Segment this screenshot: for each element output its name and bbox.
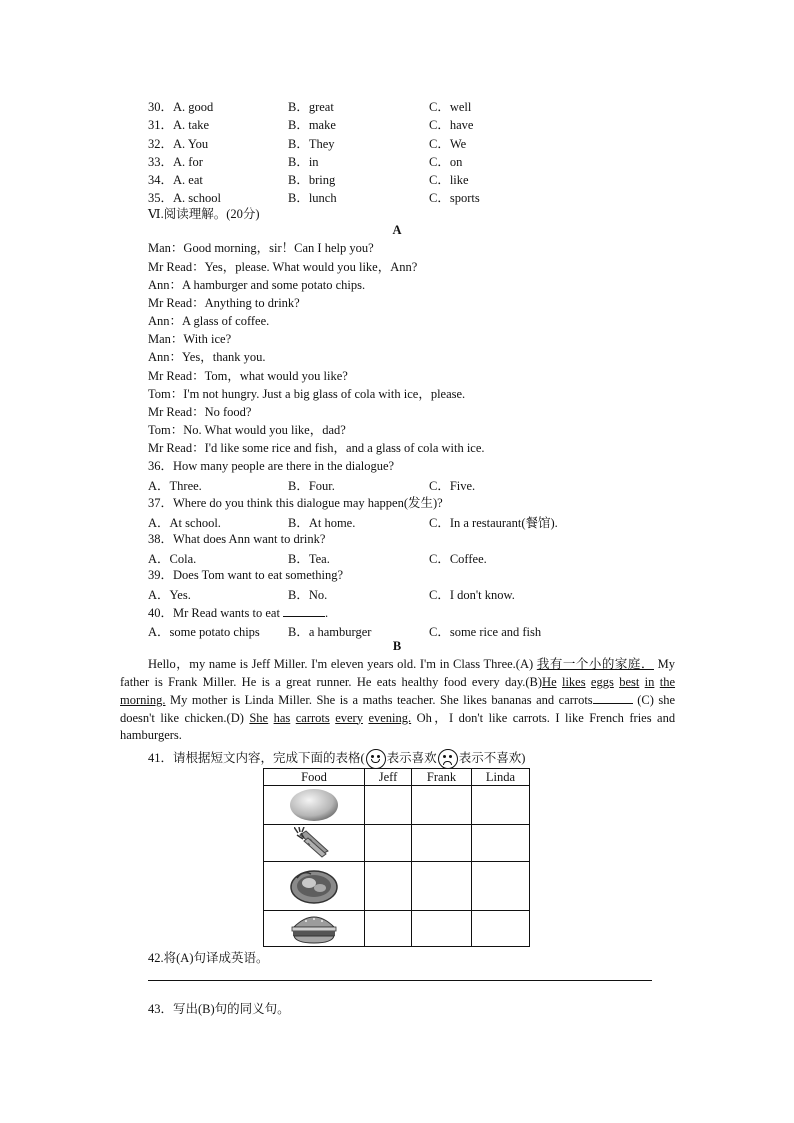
food-preference-table (263, 768, 530, 947)
option-33-a: 33．A. for (148, 155, 203, 169)
q41-prefix: 41．请根据短文内容，完成下面的表格( (148, 751, 365, 765)
passage-b-sentence-4: (C) she doesn't like chicken.(D) (120, 693, 676, 725)
dialogue-line: Tom：I'm not hungry. Just a big glass of cola with ice，please. (148, 387, 466, 401)
question-40 (148, 604, 328, 621)
passage-b-sentence-3: My mother is Linda Miller. She is a maths teacher. She likes bananas and carrots (170, 693, 593, 707)
passage-b-text (120, 656, 675, 745)
question-38: 38．What does Ann want to drink? (148, 532, 326, 546)
q36-option-b: B．Four. (288, 479, 335, 493)
q38-option-b: B．Tea. (288, 552, 330, 566)
q40-suffix: . (325, 606, 329, 620)
linda-egg-cell[interactable] (472, 786, 530, 825)
sentence-d-word: She (249, 710, 269, 725)
frank-carrot-cell[interactable] (412, 825, 472, 862)
option-34-a: 34．A. eat (148, 173, 203, 187)
linda-hamburger-cell[interactable] (472, 911, 530, 947)
option-35-c: C．sports (429, 191, 480, 205)
q40-option-b: B．a hamburger (288, 625, 372, 639)
dialogue-line: Mr Read：No food? (148, 405, 252, 419)
q40-prefix: 40．Mr Read wants to eat (148, 606, 280, 620)
q41-dislike-text: 表示不喜欢) (458, 751, 526, 765)
linda-chicken-cell[interactable] (472, 862, 530, 911)
q37-option-c: C．In a restaurant(餐馆). (429, 516, 558, 530)
table-header-row (264, 769, 530, 786)
dialogue-line: Ann：A glass of coffee. (148, 314, 270, 328)
smiley-face-icon (366, 749, 386, 769)
sentence-b-word: the (659, 674, 676, 689)
sentence-b-word: in (644, 674, 655, 689)
header-frank: Frank (412, 769, 472, 786)
option-33-b: B．in (288, 155, 319, 169)
sentence-b-word: morning. (120, 693, 166, 707)
dialogue-line: Mr Read：Anything to drink? (148, 296, 300, 310)
option-31-b: B．make (288, 118, 336, 132)
dialogue-line: Mr Read：Tom，what would you like? (148, 369, 348, 383)
linda-carrot-cell[interactable] (472, 825, 530, 862)
frank-chicken-cell[interactable] (412, 862, 472, 911)
q41-like-text: 表示喜欢 (386, 751, 437, 765)
hamburger-image (264, 911, 365, 947)
passage-b-sentence-5: Oh，I don't like carrots. I like French fries and hamburgers. (120, 710, 676, 742)
dialogue-line: Ann：Yes，thank you. (148, 350, 266, 364)
frank-egg-cell[interactable] (412, 786, 472, 825)
dialogue-line: Ann：A hamburger and some potato chips. (148, 278, 366, 292)
jeff-chicken-cell[interactable] (365, 862, 412, 911)
jeff-hamburger-cell[interactable] (365, 911, 412, 947)
option-32-c: C．We (429, 137, 467, 151)
sentence-b-word: likes (561, 674, 586, 689)
table-row (264, 786, 530, 825)
q38-option-c: C．Coffee. (429, 552, 487, 566)
sentence-d-word: every (335, 710, 363, 725)
passage-b-sentence-1: Hello，my name is Jeff Miller. I'm eleven years old. I'm in Class Three.(A) (148, 657, 534, 671)
question-37: 37．Where do you think this dialogue may happen(发生)? (148, 496, 443, 510)
q37-option-a: A．At school. (148, 516, 221, 530)
q42-answer-line[interactable] (148, 980, 652, 981)
blank-c[interactable] (593, 691, 633, 704)
option-35-a: 35．A. school (148, 191, 221, 205)
option-35-b: B．lunch (288, 191, 337, 205)
option-31-c: C．have (429, 118, 474, 132)
option-30-b: B．great (288, 100, 334, 114)
sentence-b-word: He (542, 674, 557, 689)
dialogue-line: Mr Read：I'd like some rice and fish，and a glass of cola with ice. (148, 441, 485, 455)
sentence-d-word: carrots (295, 710, 330, 725)
carrot-image (264, 825, 365, 862)
chicken-image (264, 862, 365, 911)
q37-option-b: B．At home. (288, 516, 356, 530)
section-title: Ⅵ.阅读理解。(20分) (148, 207, 260, 221)
sad-face-icon (438, 749, 458, 769)
q40-option-c: C．some rice and fish (429, 625, 542, 639)
q39-option-c: C．I don't know. (429, 588, 515, 602)
sentence-a-underlined: 我有一个小的家庭． (536, 657, 654, 671)
header-linda: Linda (472, 769, 530, 786)
q39-option-a: A．Yes. (148, 588, 191, 602)
jeff-carrot-cell[interactable] (365, 825, 412, 862)
option-32-a: 32．A. You (148, 137, 209, 151)
sentence-b-word: eggs (590, 674, 614, 689)
passage-a-label: A (392, 223, 402, 237)
q38-option-a: A．Cola. (148, 552, 197, 566)
q36-option-c: C．Five. (429, 479, 476, 493)
q40-blank[interactable] (283, 604, 325, 617)
sentence-b-word: best (619, 674, 640, 689)
q40-option-a: A．some potato chips (148, 625, 260, 639)
passage-b-label: B (392, 639, 402, 653)
q39-option-b: B．No. (288, 588, 328, 602)
sentence-d-word: evening. (368, 710, 412, 725)
option-30-a: 30．A. good (148, 100, 214, 114)
sentence-d-word: has (273, 710, 291, 725)
q36-option-a: A．Three. (148, 479, 202, 493)
table-row (264, 862, 530, 911)
frank-hamburger-cell[interactable] (412, 911, 472, 947)
header-food: Food (264, 769, 365, 786)
question-39: 39．Does Tom want to eat something? (148, 568, 344, 582)
question-43: 43．写出(B)句的同义句。 (148, 1002, 290, 1016)
table-row (264, 825, 530, 862)
option-34-b: B．bring (288, 173, 336, 187)
question-42: 42.将(A)句译成英语。 (148, 951, 269, 965)
option-34-c: C．like (429, 173, 469, 187)
question-36: 36．How many people are there in the dialogue? (148, 459, 395, 473)
dialogue-line: Tom：No. What would you like，dad? (148, 423, 346, 437)
option-33-c: C．on (429, 155, 463, 169)
question-41 (148, 746, 525, 770)
jeff-egg-cell[interactable] (365, 786, 412, 825)
passage-b-sentence-2: My father is Frank Miller. He is a great runner. He eats healthy food every day.(B) (120, 657, 676, 689)
option-30-c: C．well (429, 100, 472, 114)
dialogue-line: Man：With ice? (148, 332, 232, 346)
dialogue-line: Man：Good morning，sir！Can I help you? (148, 241, 374, 255)
header-jeff: Jeff (365, 769, 412, 786)
option-31-a: 31．A. take (148, 118, 210, 132)
dialogue-line: Mr Read：Yes，please. What would you like，Ann? (148, 260, 418, 274)
egg-image (264, 786, 365, 825)
option-32-b: B．They (288, 137, 335, 151)
table-row (264, 911, 530, 947)
